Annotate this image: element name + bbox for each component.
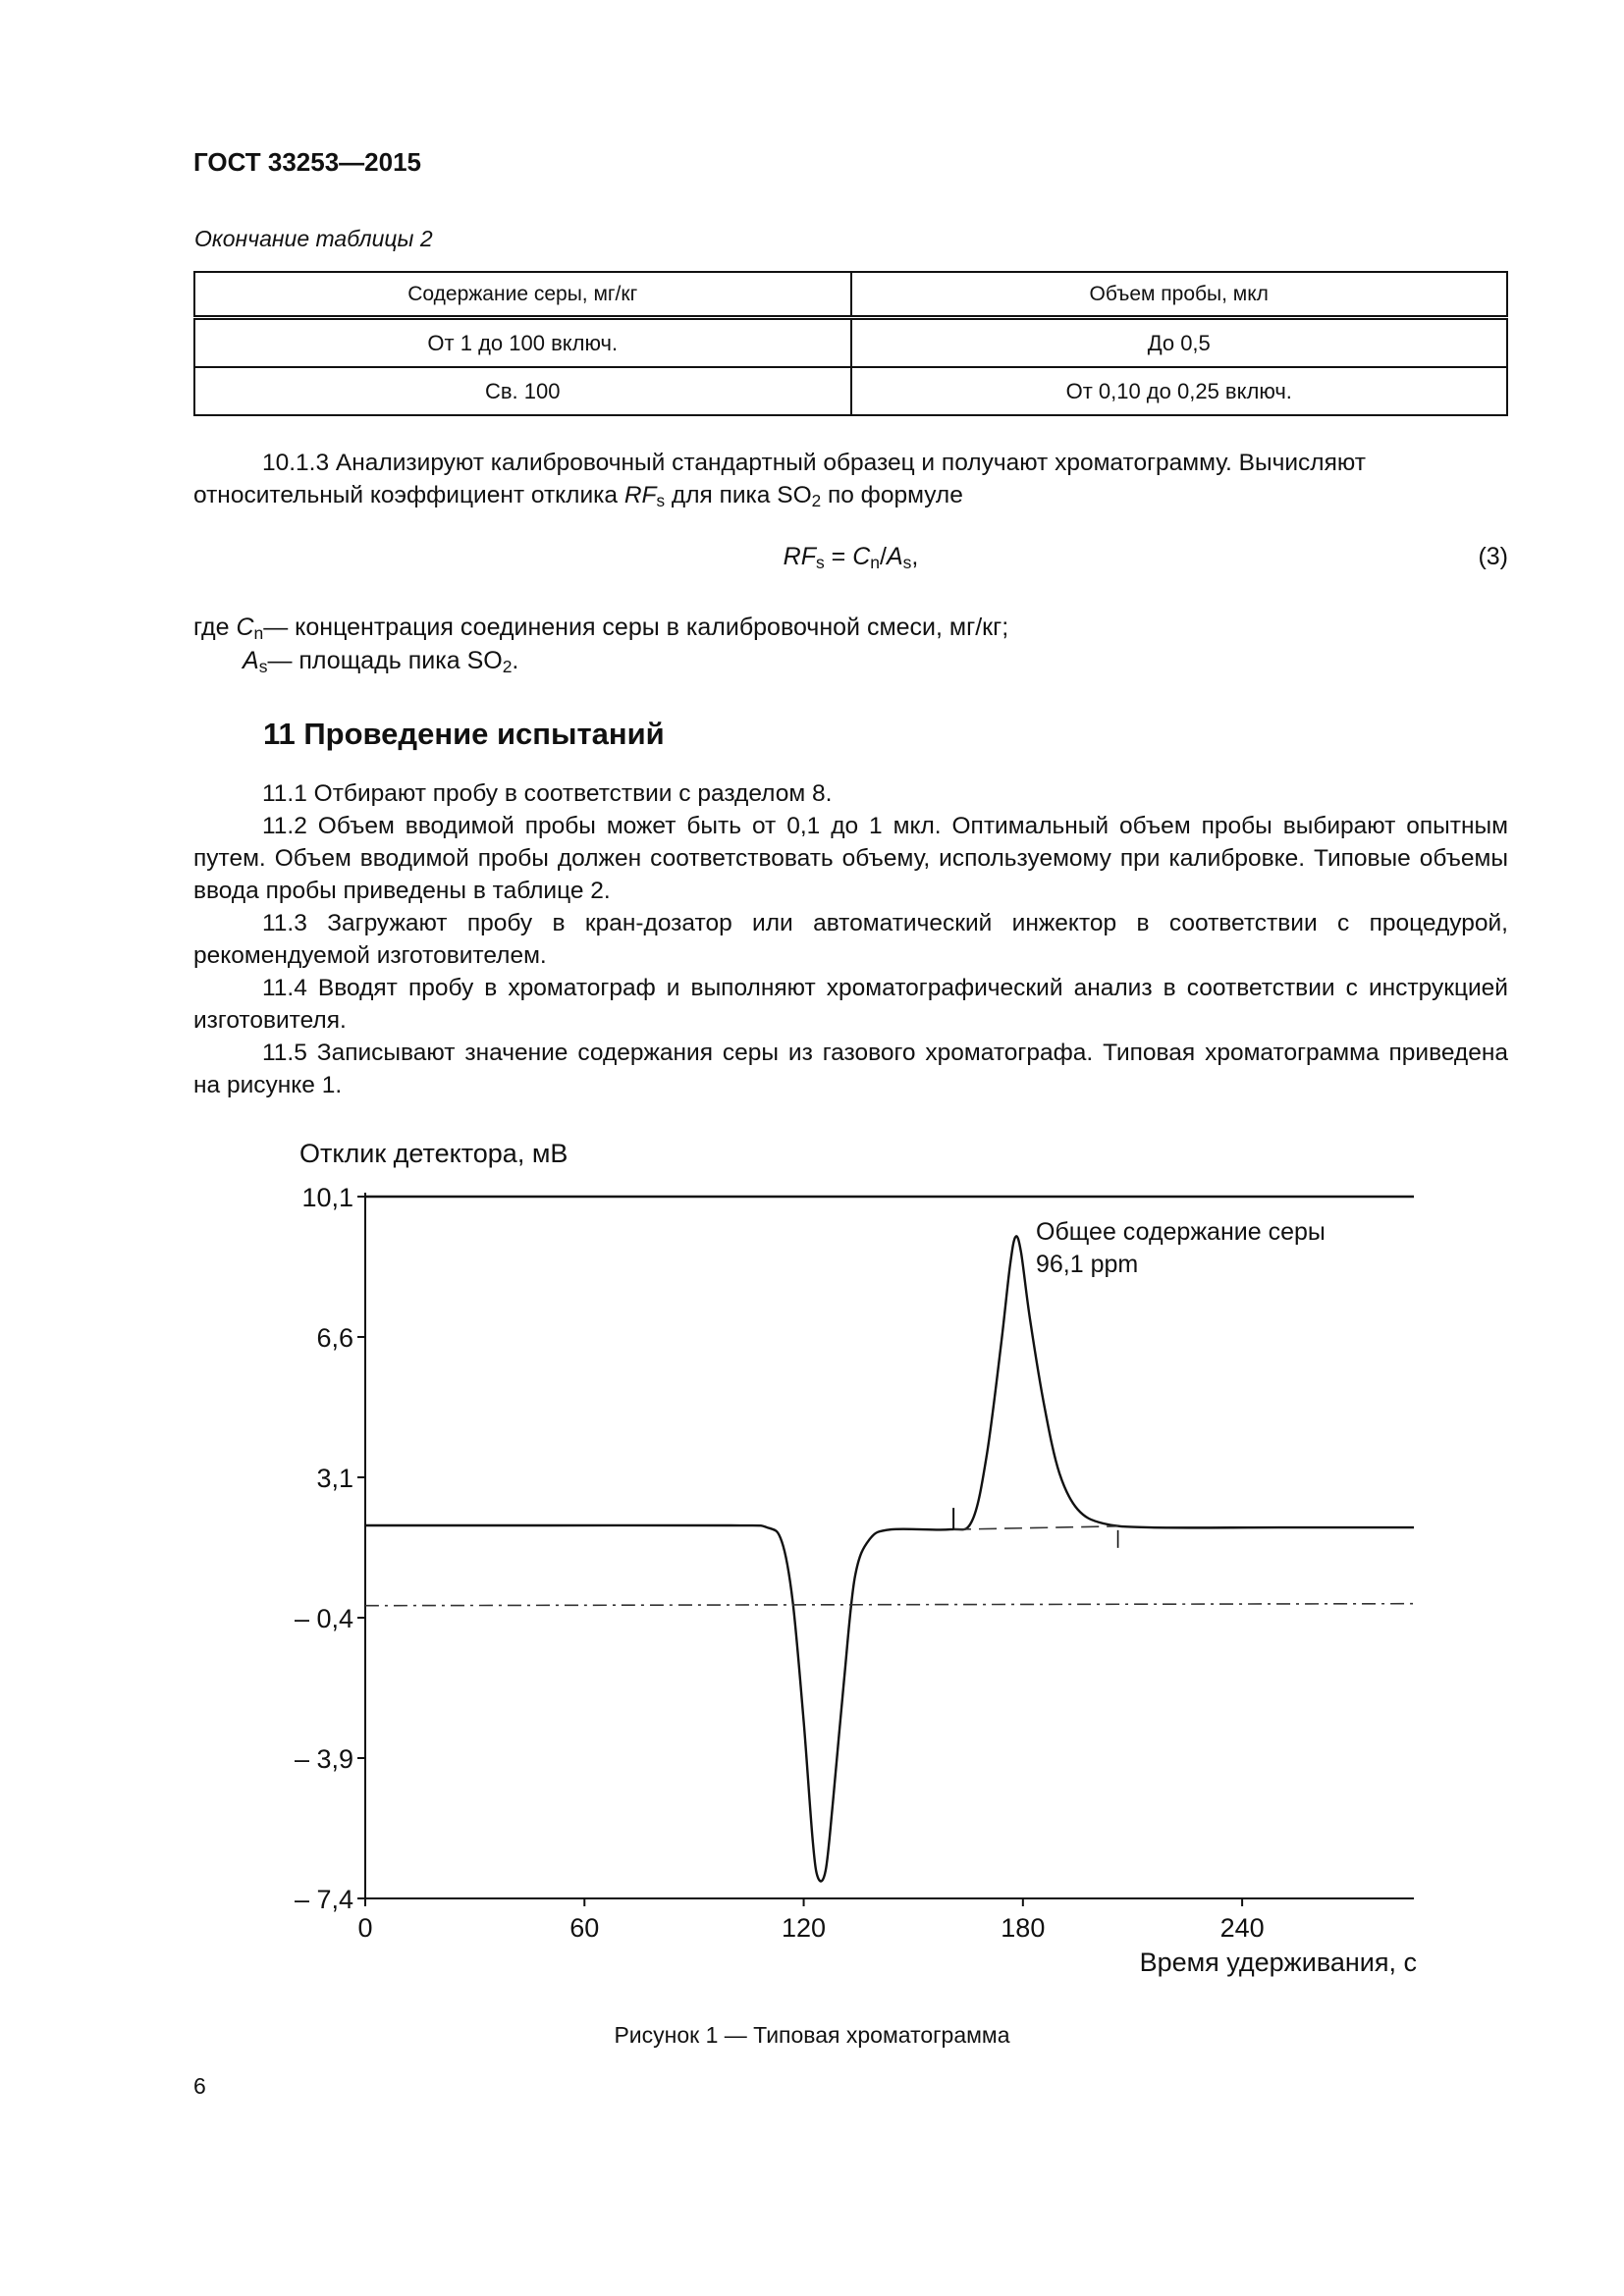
y-tick-label: 6,6 (316, 1323, 353, 1353)
x-tick-label: 180 (1001, 1913, 1046, 1943)
table-row (194, 318, 1507, 368)
paragraph-11-5: 11.5 Записывают значение содержания серы из газового хроматографа. Типовая хроматограмма приведена на рисунке 1. (193, 1040, 1508, 1098)
formula-number: (3) (1478, 543, 1508, 570)
peak-annotation-line: 96,1 ppm (1036, 1251, 1139, 1278)
peak-annotation-line: Общее содержание серы (1036, 1218, 1326, 1246)
section-title: 11 Проведение испытаний (263, 717, 665, 751)
x-tick-label: 0 (357, 1913, 373, 1943)
section-11-body (193, 777, 1508, 1101)
paragraph-11-1: 11.1 Отбирают пробу в соответствии с разделом 8. (262, 780, 833, 807)
table-cell: От 1 до 100 включ. (194, 318, 851, 368)
y-tick-label: – 7,4 (294, 1885, 353, 1914)
table-cell: До 0,5 (851, 318, 1508, 368)
x-axis-label: Время удерживания, с (1139, 1948, 1417, 1977)
table-header-volume: Объем пробы, мкл (851, 272, 1508, 318)
chart-annotation (1036, 1218, 1326, 1278)
formula-expression: $RF_s = C_n/A_s$, (783, 543, 919, 572)
chromatogram-trace (365, 1236, 1414, 1881)
chart-axes (365, 1193, 1414, 1898)
chart-series (365, 1197, 1414, 1881)
paragraph-11-3: 11.3 Загружают пробу в кран-дозатор или автоматический инжектор в соответствии с процедурой, рекомендуемой изготовителем. (193, 910, 1508, 969)
table-cell: Св. 100 (194, 367, 851, 415)
table-cell: От 0,10 до 0,25 включ. (851, 367, 1508, 415)
y-tick-label: – 3,9 (294, 1744, 353, 1774)
y-axis-label: Отклик детектора, мВ (299, 1139, 568, 1168)
document-header: ГОСТ 33253—2015 (193, 147, 421, 177)
x-tick-label: 120 (782, 1913, 827, 1943)
paragraph-10-1-3: 10.1.3 Анализируют калибровочный стандартный образец и получают хроматограмму. Вычисляют относительный коэффициент отклика $RF_s$ для пика $SO_2$ по формуле (193, 450, 1366, 510)
x-tick-label: 240 (1219, 1913, 1265, 1943)
chromatogram-chart (0, 1129, 1624, 1993)
figure-caption: Рисунок 1 — Типовая хроматограмма (614, 2022, 1010, 2048)
page-number: 6 (193, 2073, 206, 2099)
paragraph-11-2: 11.2 Объем вводимой пробы может быть от 0,1 до 1 мкл. Оптимальный объем пробы выбирают опытным путем. Объем вводимой пробы должен соответствовать объему, используемому при калибровке. Типовые объемы ввода пробы приведены в таблице 2. (193, 813, 1508, 904)
table-row (194, 367, 1507, 415)
formula-legend: где $C_n—$ концентрация соединения серы в калибровочной смеси, мг/кг; $A_s—$ площадь пика $SO_2$. (193, 614, 1009, 676)
baseline-dashed (953, 1526, 1118, 1529)
x-tick-label: 60 (569, 1913, 600, 1943)
table-header-sulfur: Содержание серы, мг/кг (194, 272, 851, 318)
y-tick-label: – 0,4 (294, 1604, 353, 1633)
y-tick-label: 10,1 (301, 1183, 353, 1212)
zero-line-dashdot (365, 1604, 1414, 1606)
table-caption: Окончание таблицы 2 (194, 226, 433, 251)
paragraph-11-4: 11.4 Вводят пробу в хроматограф и выполняют хроматографический анализ в соответствии с инструкцией изготовителя. (193, 975, 1508, 1034)
formula-3 (193, 543, 1508, 582)
y-tick-label: 3,1 (316, 1464, 353, 1493)
chart-ticks (295, 1183, 1265, 1943)
sample-volume-table (193, 271, 1508, 416)
